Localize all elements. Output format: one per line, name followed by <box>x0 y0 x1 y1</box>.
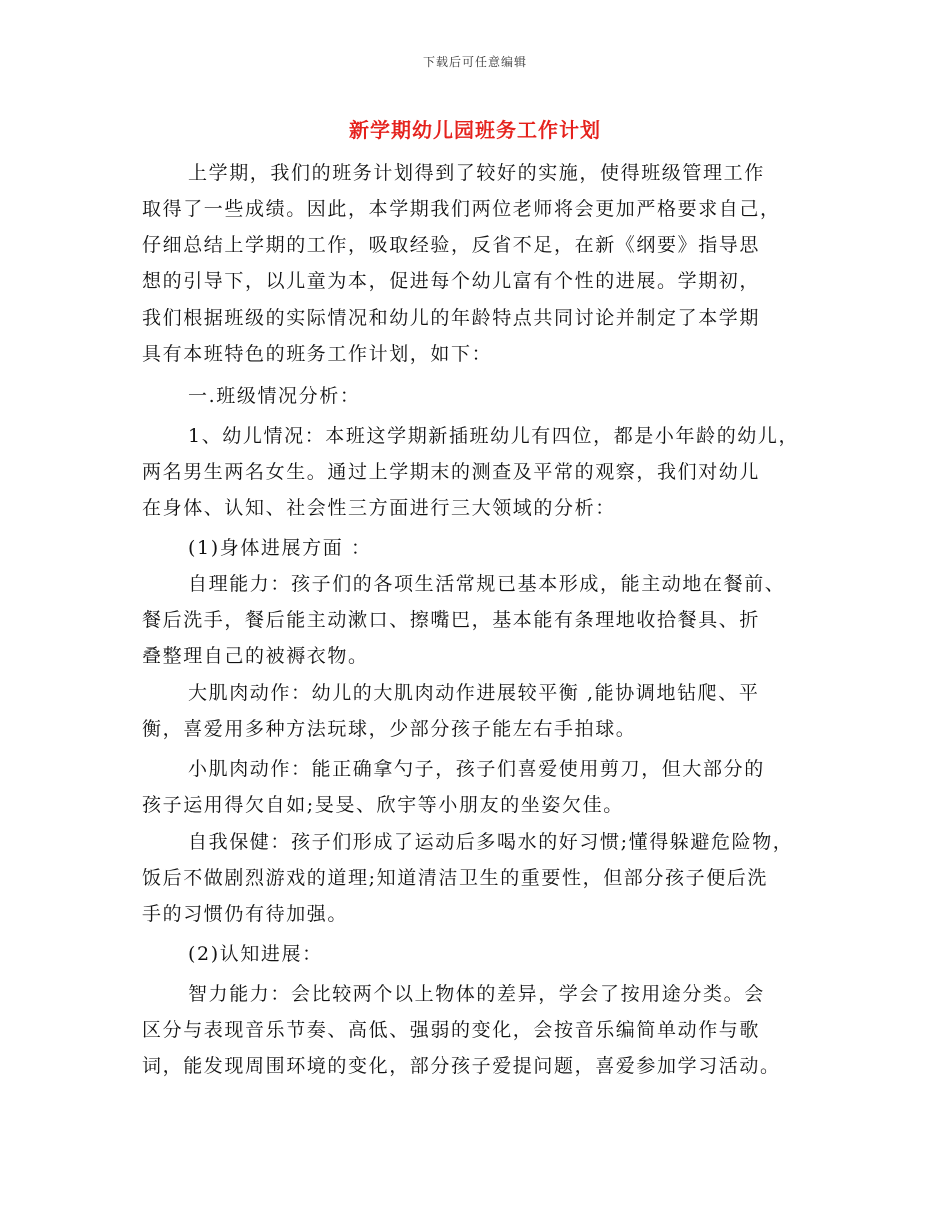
body-line: 取得了一些成绩。因此，本学期我们两位老师将会更加严格要求自己， <box>142 198 781 220</box>
body-line: 具有本班特色的班务工作计划，如下： <box>142 343 493 365</box>
subsection-heading: (2)认知进展： <box>188 943 323 965</box>
body-line: 区分与表现音乐节奏、高低、强弱的变化，会按音乐编简单动作与歌 <box>142 1019 761 1041</box>
body-line: 大肌肉动作：幼儿的大肌肉动作进展较平衡 ,能协调地钻爬、平 <box>188 682 760 704</box>
body-line: 餐后洗手，餐后能主动漱口、擦嘴巴，基本能有条理地收拾餐具、折 <box>142 609 761 631</box>
body-line: 自我保健：孩子们形成了运动后多喝水的好习惯;懂得躲避危险物， <box>188 831 794 853</box>
body-line: 想的引导下，以儿童为本，促进每个幼儿富有个性的进展。学期初， <box>142 270 761 292</box>
body-line: 孩子运用得欠自如;旻旻、欣宇等小朋友的坐姿欠佳。 <box>142 794 624 816</box>
body-line: 两名男生两名女生。通过上学期末的测查及平常的观察，我们对幼儿 <box>142 461 761 483</box>
body-line: 衡，喜爱用多种方法玩球，少部分孩子能左右手拍球。 <box>142 718 637 740</box>
subsection-heading: (1)身体进展方面 ： <box>188 537 372 559</box>
body-line: 词，能发现周围环境的变化，部分孩子爱提问题，喜爱参加学习活动。 <box>142 1055 781 1077</box>
body-line: 1、幼儿情况：本班这学期新插班幼儿有四位，都是小年龄的幼儿， <box>188 425 800 447</box>
section-heading: 一.班级情况分析： <box>188 385 361 407</box>
body-line: 小肌肉动作：能正确拿勺子，孩子们喜爱使用剪刀，但大部分的 <box>188 758 765 780</box>
body-line: 手的习惯仍有待加强。 <box>142 903 349 925</box>
body-line: 我们根据班级的实际情况和幼儿的年龄特点共同讨论并制定了本学期 <box>142 307 761 329</box>
body-line: 叠整理自己的被褥衣物。 <box>142 645 369 667</box>
body-line: 在身体、认知、社会性三方面进行三大领域的分析： <box>142 497 616 519</box>
header-note: 下载后可任意编辑 <box>422 55 527 69</box>
body-line: 饭后不做剧烈游戏的道理;知道清洁卫生的重要性，但部分孩子便后洗 <box>142 867 769 889</box>
body-line: 智力能力：会比较两个以上物体的差异，学会了按用途分类。会 <box>188 983 765 1005</box>
body-line: 仔细总结上学期的工作，吸取经验，反省不足，在新《纲要》指导思 <box>142 234 761 256</box>
body-line: 自理能力：孩子们的各项生活常规已基本形成，能主动地在餐前、 <box>188 573 786 595</box>
body-line: 上学期，我们的班务计划得到了较好的实施，使得班级管理工作 <box>188 162 765 184</box>
document-title: 新学期幼儿园班务工作计划 <box>349 118 601 142</box>
